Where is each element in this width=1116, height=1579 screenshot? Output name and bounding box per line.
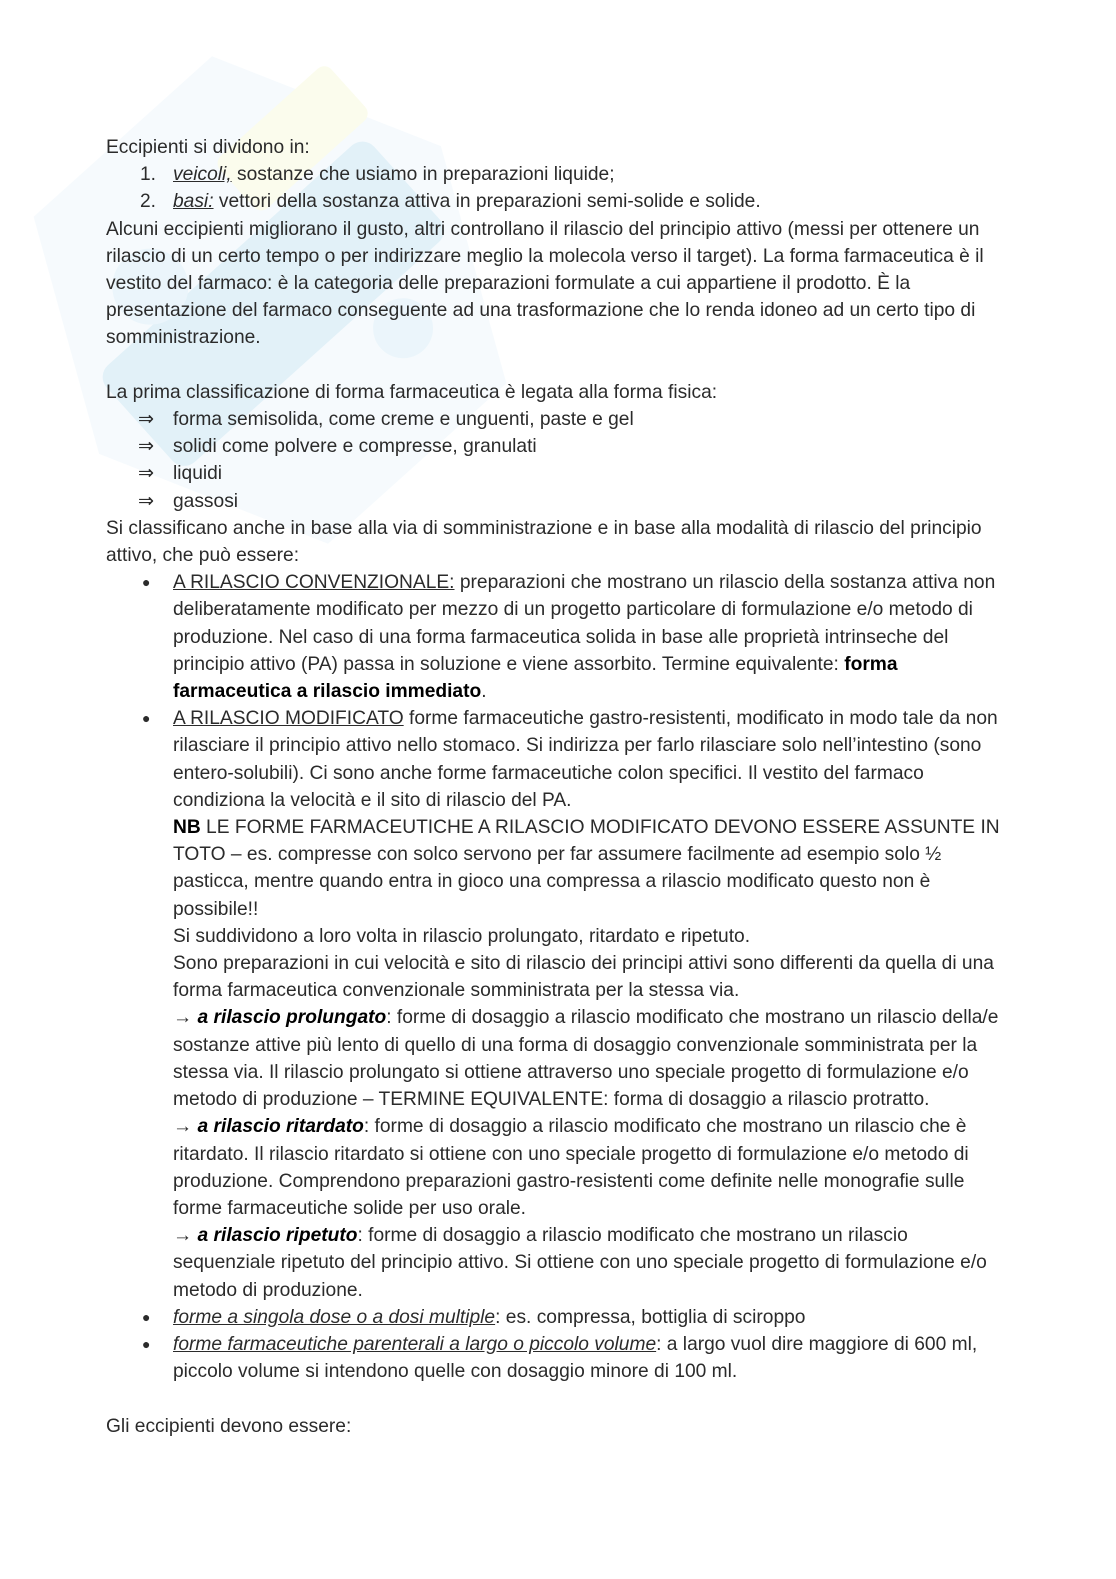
term-rilascio-modificato: A RILASCIO MODIFICATO [173, 708, 404, 730]
sub-item-ritardato [173, 1113, 1006, 1222]
physical-form-text: forma semisolida, come creme e unguenti, paste e gel [173, 409, 634, 431]
term-veicoli: veicoli, [173, 164, 232, 186]
list-item [106, 460, 1006, 487]
subdivision-definition: Sono preparazioni in cui velocità e sito di rilascio dei principi attivi sono differenti da quella di una forma farmaceutica convenzionale somministrata per la stessa via. [173, 953, 994, 1002]
list-item [106, 433, 1006, 460]
blank-line [106, 1385, 1006, 1412]
physical-form-text: solidi come polvere e compresse, granulati [173, 436, 537, 458]
list-item [106, 705, 1006, 1303]
bold-term: forma farmaceutica a rilascio immediato [173, 653, 898, 703]
arrow-icon: ⇒ [138, 436, 155, 458]
paragraph-forma-farmaceutica: Alcuni eccipienti migliorano il gusto, altri controllano il rilascio del principio attivo (messi per ottenere un rilascio di un certo tempo o per indirizzare meglio la molecola verso il target). La forma farmaceutica è il vestito del farmaco: è la categoria delle preparazioni formulate a cui appartiene il prodotto. È la presentazione del farmaco conseguente ad una trasformazione che lo renda idoneo ad un certo tipo di somministrazione. [106, 218, 984, 349]
arrow-icon: ⇒ [138, 409, 155, 431]
list-number: 2. [140, 191, 157, 213]
physical-form-text: gassosi [173, 490, 239, 512]
arrow-right-icon: → [173, 1007, 193, 1029]
arrow-right-icon: → [173, 1116, 193, 1138]
punctuation: . [481, 681, 487, 703]
term-description: : a largo vuol dire maggiore di 600 ml, piccolo volume si intendono quelle con dosaggio minore di 100 ml. [173, 1333, 978, 1383]
blank-line [106, 352, 1006, 379]
arrow-icon: ⇒ [138, 463, 155, 485]
term-description: : forme di dosaggio a rilascio modificato che mostrano un rilascio della/e sostanze attive più lento di quello di una forma di dosaggio convenzionale somministrata per la stessa via. Il rilascio prolungato si ottiene attraverso uno speciale progetto di formulazione e/o metodo di produzione – TERMINE EQUIVALENTE: forma di dosaggio a rilascio protratto. [173, 1007, 999, 1111]
intro-line: Eccipienti si dividono in: [106, 137, 310, 158]
release-types-list [106, 569, 1006, 1385]
list-item [106, 1304, 1006, 1331]
list-item [106, 406, 1006, 433]
paragraph-release-intro: Si classificano anche in base alla via di somministrazione e in base alla modalità di rilascio del principio attivo, che può essere: [106, 517, 982, 567]
bullet-icon: ● [142, 1308, 151, 1325]
term-description: vettori della sostanza attiva in preparazioni semi-solide e solide. [213, 191, 761, 213]
bullet-icon: ● [142, 574, 151, 591]
classification-intro: La prima classificazione di forma farmaceutica è legata alla forma fisica: [106, 381, 718, 403]
physical-form-text: liquidi [173, 463, 223, 485]
subdivision-line: Si suddividono a loro volta in rilascio prolungato, ritardato e ripetuto. [173, 925, 751, 947]
arrow-icon: ⇒ [138, 490, 155, 512]
physical-forms-list [106, 406, 1006, 515]
list-item [106, 569, 1006, 705]
sub-item-ripetuto [173, 1222, 1006, 1304]
list-item [106, 188, 1006, 215]
list-number: 1. [140, 164, 157, 186]
term-ritardato: a rilascio ritardato [197, 1116, 364, 1138]
excipient-types-list [106, 161, 1006, 215]
term-description: : forme di dosaggio a rilascio modificato che mostrano un rilascio sequenziale ripetuto del principio attivo. Si ottiene con uno speciale progetto di formulazione e/o metodo di produzione. [173, 1225, 987, 1301]
closing-line: Gli eccipienti devono essere: [106, 1415, 352, 1437]
term-dose: forme a singola dose o a dosi multiple [173, 1306, 496, 1328]
term-description: forme farmaceutiche gastro-resistenti, modificato in modo tale da non rilasciare il principio attivo nello stomaco. Si indirizza per farlo rilasciare solo nell’intestino (sono entero-solubili). Ci sono anche forme farmaceutiche colon specifici. Il vestito del farmaco condiziona la velocità e il sito di rilascio del PA. [173, 708, 998, 811]
nb-note [173, 814, 1006, 923]
document-body [106, 134, 1006, 1440]
nb-label: NB [173, 817, 201, 839]
term-description: : forme di dosaggio a rilascio modificato che mostrano un rilascio che è ritardato. Il rilascio ritardato si ottiene con uno speciale progetto di formulazione e/o metodo di produzione. Comprendono preparazioni gastro-resistenti come definite nelle monografie sulle forme farmaceutiche solide per uso orale. [173, 1116, 969, 1219]
term-description: preparazioni che mostrano un rilascio della sostanza attiva non deliberatamente modificato per mezzo di un progetto particolare di formulazione e/o metodo di produzione. Nel caso di una forma farmaceutica solida in base alle proprietà intrinseche del principio attivo (PA) passa in soluzione e viene assorbito. Termine equivalente: [173, 572, 996, 675]
term-prolungato: a rilascio prolungato [197, 1007, 387, 1029]
bullet-icon: ● [142, 710, 151, 727]
arrow-right-icon: → [173, 1225, 193, 1247]
sub-item-prolungato [173, 1004, 1006, 1113]
list-item [106, 161, 1006, 188]
term-description: sostanze che usiamo in preparazioni liquide; [231, 164, 615, 186]
term-description: : es. compressa, bottiglia di sciroppo [495, 1306, 806, 1328]
list-item [106, 1331, 1006, 1385]
nb-text: LE FORME FARMACEUTICHE A RILASCIO MODIFICATO DEVONO ESSERE ASSUNTE IN TOTO – es. compresse con solco servono per far assumere facilmente ad esempio solo ½ pasticca, mentre quando entra in gioco una compressa a rilascio modificato questo non è possibile!! [173, 817, 1000, 920]
term-parenterali: forme farmaceutiche parenterali a largo o piccolo volume [173, 1333, 657, 1355]
term-basi: basi: [173, 191, 214, 213]
list-item [106, 488, 1006, 515]
term-ripetuto: a rilascio ripetuto [197, 1225, 358, 1247]
bullet-icon: ● [142, 1335, 151, 1352]
term-rilascio-convenzionale: A RILASCIO CONVENZIONALE: [173, 572, 455, 594]
